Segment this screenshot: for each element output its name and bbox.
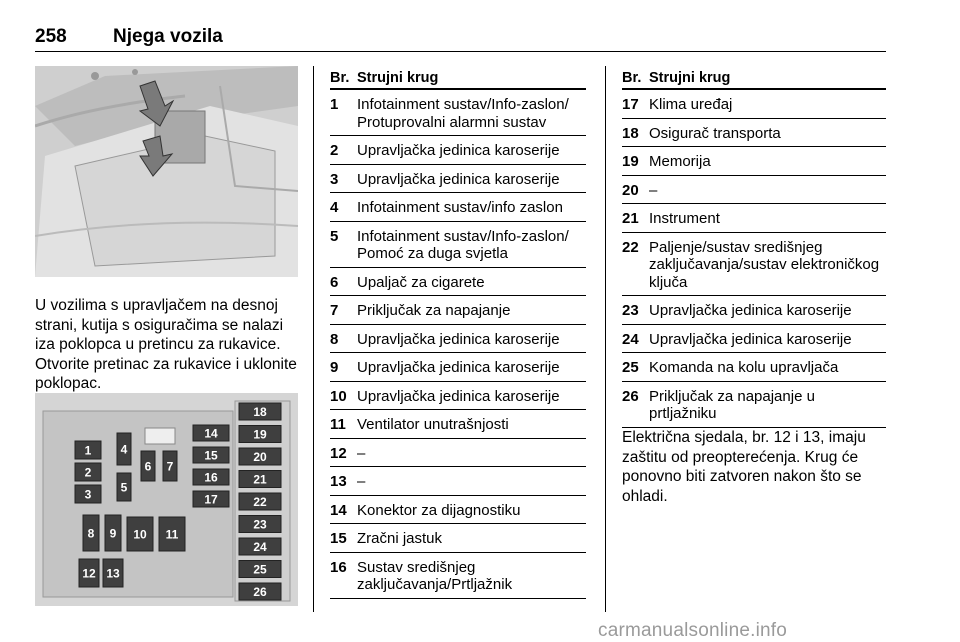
table-row [330,410,586,439]
table-row [330,325,586,354]
table-row [622,147,886,176]
chapter-title: Njega vozila [113,26,223,47]
fuse-number: 9 [330,359,339,376]
fuse-label: 17 [204,492,218,507]
circuit-description: Zračni jastuk [357,530,443,547]
page-header [35,26,886,52]
fuse-label: 14 [204,426,218,441]
circuit-description: Upravljačka jedinica karoserije [357,142,560,159]
table-row [622,296,886,325]
table-row [330,382,586,411]
fuse-number: 6 [330,273,339,291]
fuse-label: 11 [165,527,179,542]
table-row [330,193,586,222]
fuse-number: 21 [622,210,639,227]
circuit-description: Infotainment sustav/Info-zaslon/ Protuprovalni alarmni sustav [357,96,569,131]
table-header [330,68,586,90]
fuse-table-left [330,68,586,599]
table-body [330,90,586,599]
fuse-number: 20 [622,181,639,199]
fuse-box-svg [35,393,298,606]
fuse-label: 4 [120,442,128,457]
fuse-number: 2 [330,142,339,159]
table-row [622,325,886,354]
fuse-table-right [622,68,886,428]
fuse-label: 26 [253,585,267,599]
table-row [330,467,586,496]
fuse-number: 18 [622,124,639,142]
table-row [622,176,886,205]
fuse-label: 5 [120,480,128,495]
circuit-description: Instrument [649,210,720,227]
table-row [330,165,586,194]
fuse-label: 3 [84,487,92,502]
header-circuit: Strujni krug [357,70,439,86]
header-number: Br. [622,70,642,86]
fuse-number: 10 [330,387,347,405]
circuit-description: Upravljačka jedinica karoserije [649,302,852,319]
fuse-number: 24 [622,330,639,348]
fuse-number: 25 [622,359,639,376]
circuit-description: – [649,181,658,199]
glovebox-drawing [35,66,298,277]
header-circuit: Strujni krug [649,70,731,86]
circuit-description: – [357,473,366,490]
fuse-label: 8 [87,526,95,541]
circuit-description: Upaljač za cigarete [357,273,485,291]
table-row [622,119,886,148]
fuse-number: 12 [330,444,347,462]
fuse-number: 4 [330,199,339,216]
fuse-label: 25 [253,562,267,577]
table-row [330,136,586,165]
fuse-number: 1 [330,96,339,113]
table-row [330,439,586,468]
fuse-label: 21 [253,472,267,487]
circuit-description: Upravljačka jedinica karoserije [649,330,852,348]
fuse-number: 17 [622,96,639,113]
column-divider [605,66,606,612]
table-row [622,353,886,382]
circuit-description: Memorija [649,153,711,170]
fuse-box-diagram [35,393,298,606]
fuse-label: 24 [253,540,267,554]
fuse-label: 10 [133,527,147,542]
fuse-number: 26 [622,387,639,405]
fuse-label: 16 [204,470,218,485]
circuit-description: Konektor za dijagnostiku [357,501,521,519]
table-row [330,296,586,325]
fuse-label: 12 [82,566,96,581]
circuit-description: Upravljačka jedinica karoserije [357,170,560,188]
table-row [622,204,886,233]
fuse-label: 13 [106,566,120,581]
fuse-label: 18 [253,405,267,419]
fuse-number: 22 [622,238,639,256]
fuse-number: 16 [330,558,347,576]
fuse-number: 8 [330,330,339,348]
circuit-description: Infotainment sustav/Info-zaslon/ Pomoć za duga svjetla [357,227,569,262]
intro-paragraph: U vozilima s upravljačem na desnoj strani, kutija s osiguračima se nalazi iza poklopca u pretincu za rukavice. Otvorite pretinac za rukavice i uklonite poklopac. [35,297,297,392]
circuit-description: Sustav središnjeg zaključavanja/Prtljažnik [357,558,513,593]
fuse-number: 11 [330,416,346,433]
circuit-description: Paljenje/sustav središnjeg zaključavanja/sustav elektroničkog ključa [649,238,880,291]
fuse-label: 1 [84,443,92,458]
fuse-label: 19 [253,427,267,442]
watermark: carmanualsonline.info [598,620,788,641]
fuse-label: 2 [84,465,92,480]
circuit-description: Klima uređaj [649,96,733,113]
glovebox-illustration [35,66,298,277]
table-row [622,90,886,119]
table-row [330,222,586,268]
table-row [622,233,886,297]
circuit-description: Priključak za napajanje [357,302,511,319]
table-row [330,90,586,136]
fuse-number: 19 [622,153,639,170]
fuse-number: 14 [330,501,347,519]
fuse-label: 20 [253,450,267,464]
table-row [330,553,586,599]
circuit-description: Upravljačka jedinica karoserije [357,359,560,376]
fuse-label: 6 [144,459,152,474]
circuit-description: Infotainment sustav/info zaslon [357,199,563,216]
table-header [622,68,886,90]
fuse-label: 23 [253,517,267,532]
circuit-description: Osigurač transporta [649,124,781,142]
circuit-description: Komanda na kolu upravljača [649,359,839,376]
fuse-number: 7 [330,302,339,319]
note-paragraph: Električna sjedala, br. 12 i 13, imaju zaštitu od preopterećenja. Krug će ponovno biti zatvoren nakon što se ohladi. [622,429,866,505]
circuit-description: Upravljačka jedinica karoserije [357,330,560,348]
fuse-number: 23 [622,302,639,319]
table-row [330,353,586,382]
table-row [330,496,586,525]
fuse-label: 7 [166,459,174,474]
page-number: 258 [35,26,67,47]
fuse-label: 15 [204,448,218,463]
table-body [622,90,886,428]
circuit-description: Ventilator unutrašnjosti [357,416,509,433]
table-row [330,268,586,297]
fuse-number: 3 [330,170,339,188]
table-row [622,382,886,428]
fuse-label: 9 [109,526,117,541]
circuit-description: Priključak za napajanje u prtljažniku [649,387,815,422]
circuit-description: Upravljačka jedinica karoserije [357,387,560,405]
circuit-description: – [357,444,366,462]
column-divider [313,66,314,612]
fuse-number: 13 [330,473,347,490]
fuse-number: 15 [330,530,347,547]
fuse-number: 5 [330,227,339,245]
table-row [330,524,586,553]
fuse-label: 22 [253,495,267,509]
header-number: Br. [330,70,350,86]
